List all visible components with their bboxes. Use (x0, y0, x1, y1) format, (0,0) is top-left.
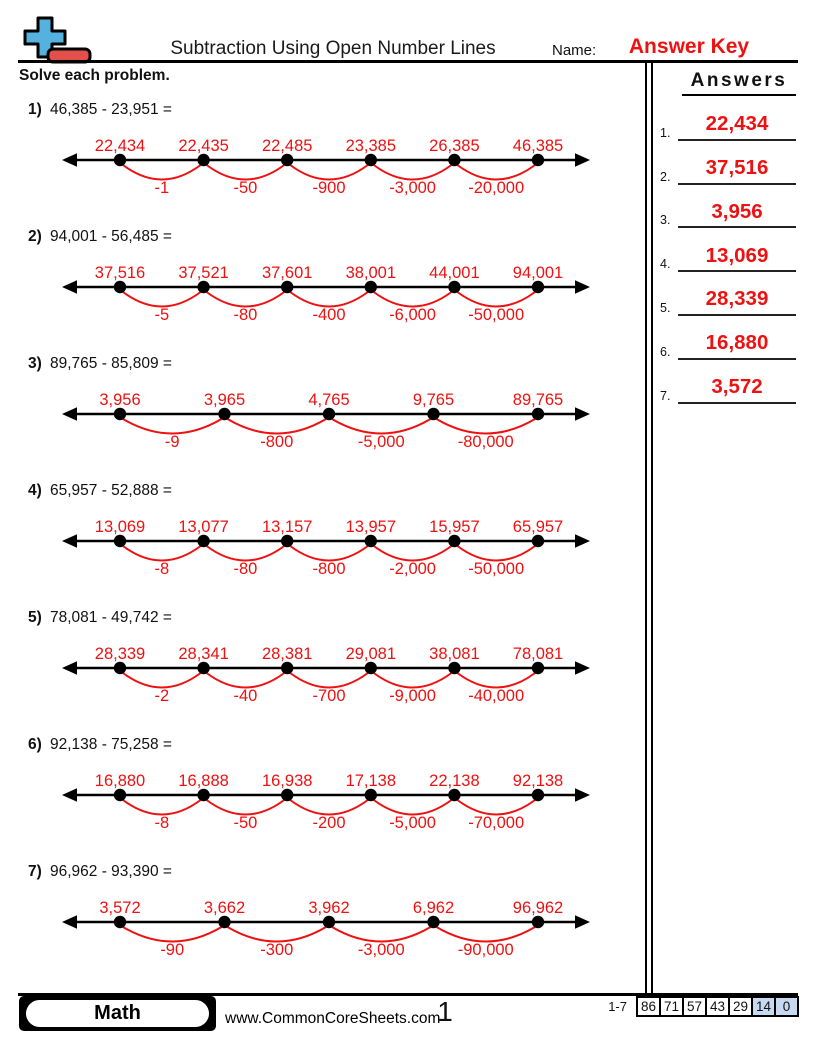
problem-number: 4) (28, 482, 42, 499)
jump-arc (123, 419, 222, 434)
right-arrow-icon (575, 915, 590, 928)
jump-label: -400 (312, 306, 346, 324)
point-dot (323, 916, 335, 928)
jump-label: -40,000 (468, 687, 525, 705)
point-dot (197, 662, 209, 674)
jump-arc (290, 800, 368, 815)
left-arrow-icon (62, 280, 77, 293)
point-label: 38,081 (429, 645, 480, 663)
jump-arc (207, 800, 285, 815)
equation-row (20, 355, 634, 374)
problem (20, 736, 634, 839)
point-label: 38,001 (345, 264, 397, 282)
jump-label: -9 (164, 433, 180, 451)
jump-arc (374, 800, 452, 815)
problem-equation: 94,001 - 56,485 = (50, 228, 172, 245)
point-dot (114, 154, 126, 166)
answer-value: 22,434 (705, 112, 769, 136)
score-table (608, 996, 799, 1017)
jump-label: -3,000 (389, 179, 436, 197)
score-cell: 43 (705, 996, 730, 1017)
number-line (60, 257, 592, 331)
jump-label: -20,000 (468, 179, 525, 197)
answer-number: 6. (660, 344, 671, 359)
equation-row (20, 101, 634, 120)
point-dot (197, 281, 209, 293)
point-label: 89,765 (512, 391, 564, 409)
jump-label: -80,000 (457, 433, 514, 451)
jump-arc (123, 927, 222, 942)
point-dot (197, 789, 209, 801)
point-dot (114, 662, 126, 674)
jump-arc (207, 292, 285, 307)
problem (20, 609, 634, 712)
page-title: Subtraction Using Open Number Lines (170, 38, 496, 59)
point-label: 92,138 (512, 772, 564, 790)
point-dot (365, 281, 377, 293)
answer-number: 5. (660, 300, 671, 315)
point-label: 26,385 (429, 137, 480, 155)
jump-arc (457, 800, 535, 815)
website-text: www.CommonCoreSheets.com (225, 1010, 441, 1027)
point-dot (114, 408, 126, 420)
point-dot (427, 916, 439, 928)
problem-number: 5) (28, 609, 42, 626)
problems-list (20, 101, 634, 990)
number-line (60, 638, 592, 712)
jump-arc (437, 927, 536, 942)
score-cell: 29 (728, 996, 753, 1017)
jump-arc (228, 419, 327, 434)
jump-arc (123, 673, 201, 688)
answer-row (660, 360, 796, 404)
jump-arc (123, 546, 201, 561)
point-label: 3,962 (308, 899, 350, 917)
problem-number: 2) (28, 228, 42, 245)
answer-value: 28,339 (705, 287, 769, 311)
jump-arc (207, 673, 285, 688)
equation-row (20, 482, 634, 501)
point-dot (365, 154, 377, 166)
point-dot (218, 916, 230, 928)
answer-blank (678, 114, 796, 141)
subject-badge-label: Math (26, 1000, 209, 1027)
answers-divider (645, 63, 653, 993)
answers-heading: Answers (682, 70, 796, 96)
point-dot (114, 281, 126, 293)
answer-number: 4. (660, 257, 671, 272)
equation-row (20, 736, 634, 755)
problem-equation: 89,765 - 85,809 = (50, 355, 172, 372)
jump-arc (123, 165, 201, 180)
answer-row (660, 141, 796, 185)
jump-arc (123, 800, 201, 815)
point-dot (281, 281, 293, 293)
point-label: 44,001 (429, 264, 480, 282)
jump-arc (207, 546, 285, 561)
number-line (60, 765, 592, 839)
point-dot (427, 408, 439, 420)
answer-row (660, 185, 796, 229)
jump-label: -40 (233, 687, 258, 705)
jump-arc (290, 673, 368, 688)
jump-arc (457, 165, 535, 180)
answer-key-text: Answer Key (628, 35, 750, 58)
jump-label: -800 (312, 560, 346, 578)
plus-minus-logo-icon (18, 13, 98, 65)
answer-blank (678, 289, 796, 316)
answer-value: 3,956 (711, 199, 763, 223)
equation-row (20, 609, 634, 628)
jump-label: -200 (312, 814, 346, 832)
instructions-text: Solve each problem. (19, 67, 170, 84)
jump-label: -3,000 (357, 941, 405, 959)
left-arrow-icon (62, 407, 77, 420)
answer-row (660, 272, 796, 316)
point-dot (532, 154, 544, 166)
problem-number: 6) (28, 736, 42, 753)
score-cell: 0 (774, 996, 799, 1017)
point-label: 13,157 (261, 518, 313, 536)
point-dot (448, 281, 460, 293)
point-dot (448, 662, 460, 674)
score-cell: 86 (636, 996, 661, 1017)
answer-number: 7. (660, 388, 671, 403)
point-label: 3,965 (203, 391, 246, 409)
problem-equation: 78,081 - 49,742 = (50, 609, 172, 626)
jump-label: -5 (154, 306, 170, 324)
jump-label: -50 (233, 179, 258, 197)
answer-blank (678, 243, 796, 273)
jump-label: -50,000 (468, 560, 525, 578)
point-label: 16,938 (261, 772, 313, 790)
equation-row (20, 863, 634, 882)
point-dot (197, 535, 209, 547)
problem (20, 482, 634, 585)
point-dot (281, 535, 293, 547)
right-arrow-icon (575, 280, 590, 293)
problem (20, 101, 634, 204)
answer-number: 1. (660, 125, 671, 140)
answer-number: 2. (660, 169, 671, 184)
right-arrow-icon (575, 661, 590, 674)
answer-blank (678, 199, 796, 229)
answer-blank (678, 377, 796, 404)
jump-arc (290, 546, 368, 561)
point-label: 15,957 (429, 518, 480, 536)
point-label: 37,521 (178, 264, 229, 282)
score-cells (636, 996, 799, 1017)
jump-arc (374, 546, 452, 561)
point-dot (532, 281, 544, 293)
jump-label: -5,000 (357, 433, 405, 451)
jump-label: -90,000 (457, 941, 514, 959)
number-line (60, 511, 592, 585)
jump-label: -2,000 (389, 560, 436, 578)
problem-number: 3) (28, 355, 42, 372)
jump-arc (374, 673, 452, 688)
jump-arc (290, 292, 368, 307)
jump-arc (457, 673, 535, 688)
point-label: 28,341 (178, 645, 229, 663)
problem-number: 7) (28, 863, 42, 880)
point-label: 94,001 (512, 264, 564, 282)
point-dot (281, 789, 293, 801)
point-dot (218, 408, 230, 420)
point-label: 13,957 (345, 518, 397, 536)
point-dot (281, 154, 293, 166)
point-dot (281, 662, 293, 674)
answer-value: 37,516 (705, 156, 769, 180)
jump-label: -50,000 (468, 306, 525, 324)
number-line (60, 130, 592, 204)
point-dot (365, 662, 377, 674)
jump-arc (332, 927, 431, 942)
answer-value: 16,880 (705, 331, 769, 355)
point-dot (532, 916, 544, 928)
point-label: 65,957 (512, 518, 564, 536)
point-label: 22,435 (178, 137, 229, 155)
problem (20, 228, 634, 331)
point-label: 16,888 (178, 772, 229, 790)
answer-row (660, 316, 796, 360)
point-dot (448, 789, 460, 801)
right-arrow-icon (575, 534, 590, 547)
problem-equation: 65,957 - 52,888 = (50, 482, 172, 499)
jump-label: -6,000 (389, 306, 436, 324)
score-range-label: 1-7 (608, 999, 627, 1014)
left-arrow-icon (62, 661, 77, 674)
jump-label: -1 (154, 179, 170, 197)
point-dot (114, 916, 126, 928)
answer-value: 13,069 (705, 243, 769, 267)
problem-number: 1) (28, 101, 42, 118)
jump-label: -800 (260, 433, 294, 451)
jump-arc (457, 546, 535, 561)
answer-blank (678, 158, 796, 185)
jump-label: -50 (233, 814, 258, 832)
point-label: 22,138 (429, 772, 480, 790)
point-dot (532, 408, 544, 420)
point-label: 13,077 (178, 518, 229, 536)
point-label: 37,516 (94, 264, 146, 282)
left-arrow-icon (62, 915, 77, 928)
point-label: 4,765 (308, 391, 350, 409)
header-rule (18, 60, 798, 63)
point-dot (532, 789, 544, 801)
point-label: 9,765 (412, 391, 455, 409)
jump-arc (374, 292, 452, 307)
jump-label: -5,000 (389, 814, 436, 832)
point-dot (365, 789, 377, 801)
answer-row (660, 228, 796, 272)
point-label: 96,962 (512, 899, 564, 917)
point-dot (114, 535, 126, 547)
answers-list (660, 97, 796, 404)
point-dot (365, 535, 377, 547)
jump-arc (332, 419, 431, 434)
jump-label: -90 (160, 941, 185, 959)
point-dot (448, 535, 460, 547)
answer-value: 3,572 (711, 375, 763, 399)
point-dot (532, 535, 544, 547)
point-label: 3,956 (99, 391, 141, 409)
score-cell: 57 (682, 996, 707, 1017)
point-label: 28,381 (261, 645, 313, 663)
jump-label: -8 (154, 560, 170, 578)
page-number: 1 (437, 996, 453, 1027)
jump-label: -8 (154, 814, 170, 832)
point-label: 37,601 (261, 264, 313, 282)
right-arrow-icon (575, 407, 590, 420)
jump-label: -9,000 (389, 687, 436, 705)
point-label: 6,962 (412, 899, 455, 917)
jump-label: -70,000 (468, 814, 525, 832)
left-arrow-icon (62, 153, 77, 166)
number-line (60, 892, 592, 966)
left-arrow-icon (62, 788, 77, 801)
point-label: 13,069 (94, 518, 146, 536)
name-label: Name: (552, 42, 597, 59)
point-dot (197, 154, 209, 166)
point-label: 17,138 (345, 772, 397, 790)
point-dot (532, 662, 544, 674)
problem (20, 863, 634, 966)
problem-equation: 92,138 - 75,258 = (50, 736, 172, 753)
jump-label: -700 (312, 687, 346, 705)
point-dot (323, 408, 335, 420)
left-arrow-icon (62, 534, 77, 547)
jump-arc (457, 292, 535, 307)
jump-label: -900 (312, 179, 346, 197)
jump-label: -2 (154, 687, 170, 705)
equation-row (20, 228, 634, 247)
jump-arc (123, 292, 201, 307)
point-label: 16,880 (94, 772, 146, 790)
answer-row (660, 97, 796, 141)
point-label: 22,485 (261, 137, 313, 155)
point-label: 29,081 (345, 645, 397, 663)
right-arrow-icon (575, 153, 590, 166)
point-dot (114, 789, 126, 801)
right-arrow-icon (575, 788, 590, 801)
number-line (60, 384, 592, 458)
point-label: 46,385 (512, 137, 564, 155)
jump-arc (290, 165, 368, 180)
problem (20, 355, 634, 458)
answer-blank (678, 333, 796, 360)
jump-label: -80 (233, 560, 258, 578)
point-label: 3,662 (203, 899, 246, 917)
subject-badge (19, 996, 216, 1031)
jump-arc (437, 419, 536, 434)
point-dot (448, 154, 460, 166)
problem-equation: 46,385 - 23,951 = (50, 101, 172, 118)
score-cell: 14 (751, 996, 776, 1017)
point-label: 23,385 (345, 137, 397, 155)
jump-arc (207, 165, 285, 180)
problem-equation: 96,962 - 93,390 = (50, 863, 172, 880)
jump-arc (228, 927, 327, 942)
point-label: 3,572 (99, 899, 141, 917)
jump-label: -300 (260, 941, 294, 959)
point-label: 28,339 (94, 645, 146, 663)
jump-arc (374, 165, 452, 180)
answer-number: 3. (660, 213, 671, 228)
point-label: 22,434 (94, 137, 146, 155)
point-label: 78,081 (512, 645, 564, 663)
score-cell: 71 (659, 996, 684, 1017)
jump-label: -80 (233, 306, 258, 324)
